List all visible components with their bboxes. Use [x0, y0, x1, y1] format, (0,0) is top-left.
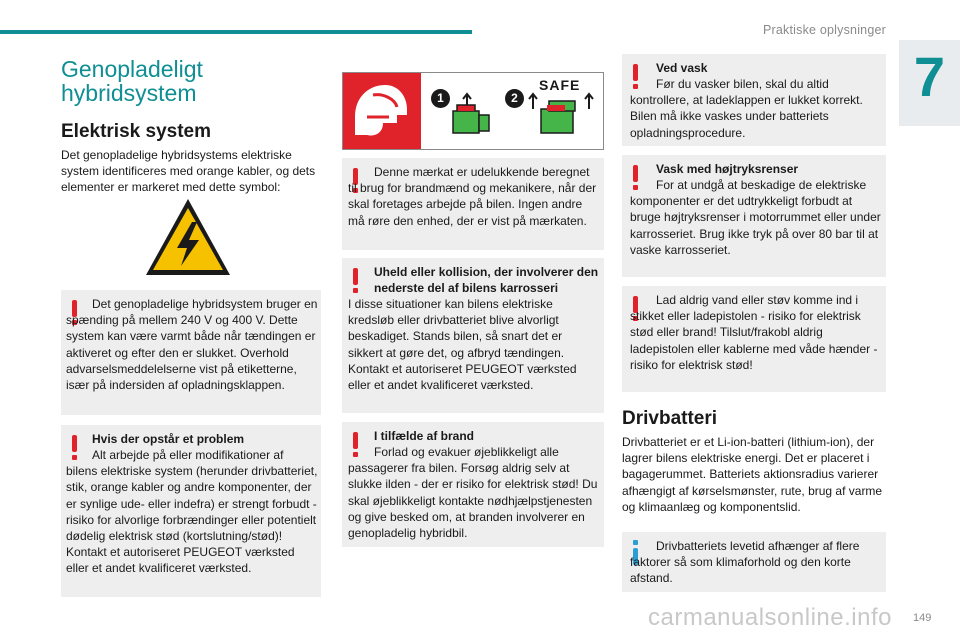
info-text-battery-life: Drivbatteriets levetid afhænger af flere faktorer så som klimaforhold og den korte afstand.	[630, 539, 860, 586]
page-number: 149	[913, 612, 932, 624]
warning-box-pressure-washer	[622, 155, 886, 277]
warning-box-problem	[61, 425, 321, 597]
step-2-badge: 2	[505, 89, 524, 108]
high-voltage-warning-icon	[143, 196, 233, 278]
drive-battery-text: Drivbatteriet er et Li-ion-batteri (lithium-ion), der lagrer bilens elektriske energi. Det er placeret i bagagerummet. Batteriets aktionsradius varierer afhængigt af kørselsmønster, rute, brug af varme og klimaanlæg og komponentslid.	[622, 435, 883, 514]
section-title-electrical: Elektrisk system	[61, 121, 211, 142]
info-box-label	[342, 158, 604, 250]
safe-label: SAFE	[539, 77, 581, 93]
warning-title-accident: Uheld eller kollision, der involverer den nederste del af bilens karrosseri	[374, 265, 599, 296]
info-box-battery-life	[622, 532, 886, 592]
warning-title-fire: I tilfælde af brand	[374, 429, 475, 443]
chapter-number: 7	[913, 45, 946, 108]
warning-text-fire: Forlad og evakuer øjeblikkeligt alle passagerer fra bilen. Forsøg aldrig selv at slukke ilden - der er risiko for elektrisk stød! Du skal øjeblikkeligt kontakte nødhjælpstjenesten og give besked om, at branden involverer en genopladelig hybridbil.	[348, 445, 598, 541]
warning-box-water	[622, 286, 886, 392]
battery-disconnect-1-icon	[451, 91, 501, 143]
electrical-intro: Det genopladelige hybridsystems elektriske system identificeres med orange kabler, og dets elementer er markeret med dette symbol:	[61, 148, 316, 195]
safety-label-image	[342, 72, 604, 150]
chapter-tab	[899, 40, 960, 126]
warning-box-fire	[342, 422, 604, 547]
section-title-drive-battery: Drivbatteri	[622, 408, 718, 429]
warning-title-pressure-washer: Vask med højtryksrenser	[656, 162, 799, 176]
warning-text-water: Lad aldrig vand eller støv komme ind i stikket eller ladepistolen - risiko for elektrisk stød eller brand! Tilslut/frakobl aldrig ladepistolen eller kablerne med våde hænder - risiko for elektrisk stød!	[630, 293, 878, 372]
page-title: Genopladeligt hybridsystem	[61, 56, 203, 106]
warning-box-wash	[622, 54, 886, 146]
warning-title-wash: Ved vask	[656, 61, 708, 75]
firefighter-helmet-icon	[343, 73, 421, 149]
warning-icon	[352, 268, 360, 294]
warning-text-pressure-washer: For at undgå at beskadige de elektriske komponenter er det udtrykkeligt forbudt at bruge højtryksrenser i motorrummet eller under karrosseriet. Brug ikke tryk på over 80 bar til at vaske karrosseriet.	[630, 178, 881, 257]
battery-disconnect-2-icon	[527, 91, 603, 143]
step-1-badge: 1	[431, 89, 450, 108]
warning-box-voltage	[61, 290, 321, 415]
warning-box-accident	[342, 258, 604, 413]
warning-text-accident: I disse situationer kan bilens elektriske kredsløb eller drivbatteriet blive alvorligt beskadiget. Stands bilen, så snart det er sikkert at gøre det, og afbryd tændingen. Kontakt et autoriseret PEUGEOT værksted eller et andet kvalificeret værksted.	[348, 297, 577, 393]
section-header: Praktiske oplysninger	[762, 23, 886, 37]
watermark: carmanualsonline.info	[648, 604, 892, 631]
warning-text-problem: Alt arbejde på eller modifikationer af bilens elektriske system (herunder drivbatteriet, stik, orange kabler og andre komponenter, der er synlige ude- eller indefra) er strengt forbudt - risiko for alvorlige forbrændinger eller potentielt dødelig elektrisk stød (kortslutning/stød)! Kontakt et autoriseret PEUGEOT værksted eller et andet kvalificeret værksted.	[66, 448, 318, 576]
label-info-text: Denne mærkat er udelukkende beregnet til brug for brandmænd og mekanikere, når der skal foretages arbejde på bilen. Ingen andre må røre den enhed, der er vist på mærkaten.	[348, 165, 597, 228]
header-accent-bar	[0, 30, 472, 34]
warning-text-voltage: Det genopladelige hybridsystem bruger en spænding på mellem 240 V og 400 V. Dette system kan være varmt både når tændingen er aktiveret og efter den er slukket. Overhold advarselsmeddelelserne vist på etiketterne, især på indersiden af opladningsklappen.	[66, 297, 318, 393]
warning-text-wash: Før du vasker bilen, skal du altid kontrollere, at ladeklappen er lukket korrekt. Bilen må ikke vaskes under batteriets opladningsprocedure.	[630, 77, 863, 140]
warning-title-problem: Hvis der opstår et problem	[92, 432, 245, 446]
